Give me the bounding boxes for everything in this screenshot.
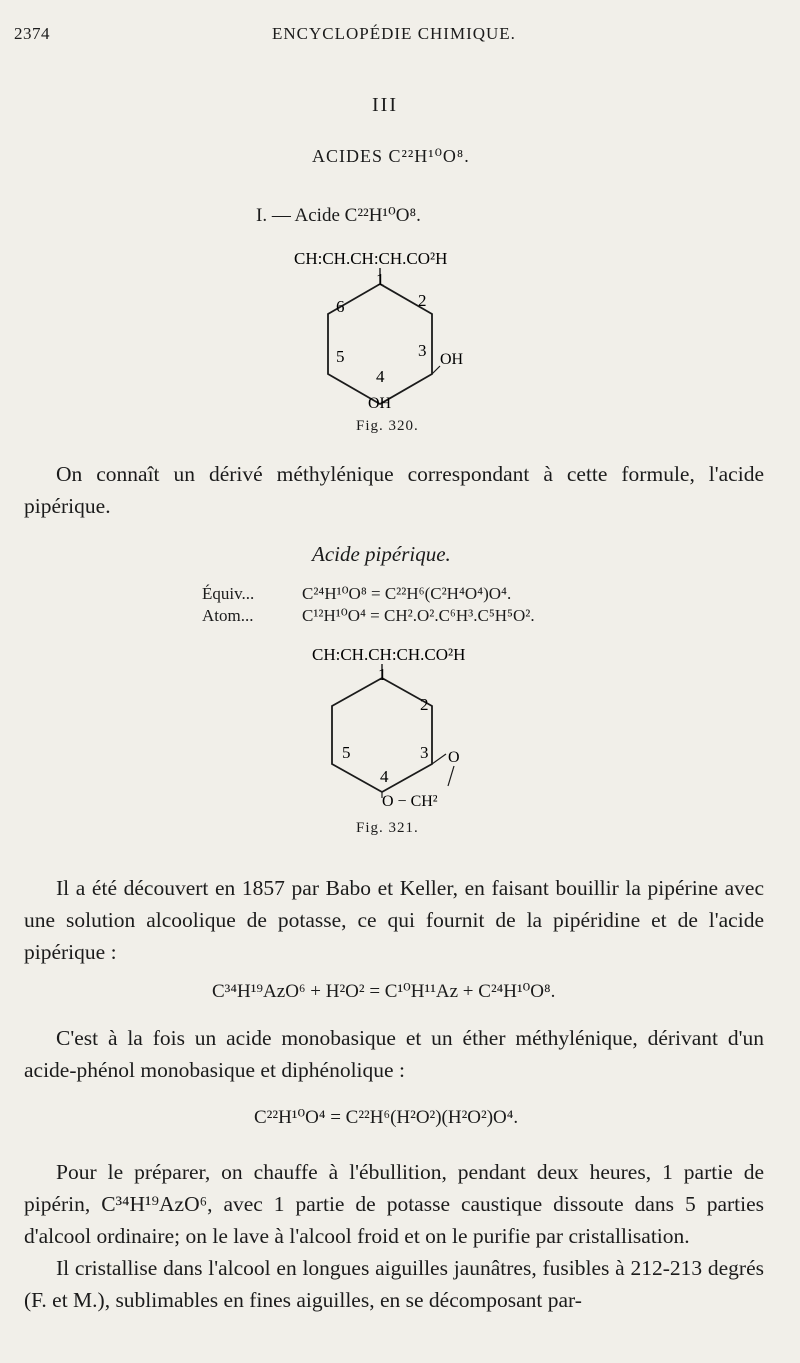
figure-320-structure bbox=[280, 240, 540, 440]
equiv-formula: C²⁴H¹⁰O⁸ = C²²H⁶(C²H⁴O⁴)O⁴. bbox=[302, 584, 512, 603]
fig321-pos-3: 3 bbox=[420, 743, 429, 762]
fig320-oh-4: OH bbox=[368, 395, 392, 412]
acid-heading: I. — Acide C²²H¹⁰O⁸. bbox=[256, 205, 421, 226]
fig320-pos-1: 1 bbox=[376, 270, 385, 289]
preparation-paragraph: Pour le préparer, on chauffe à l'ébullition, pendant deux heures, 1 partie de pipérin, C³⁴H¹⁹AzO⁶, avec 1 partie de potasse caustique dissoute dans 5 parties d'alcool ordinaire; on le lave à l'alcool froid et on le purifie par cristallisation. bbox=[24, 1160, 764, 1248]
intro-paragraph: On connaît un dérivé méthylénique correspondant à cette formule, l'acide pipérique. bbox=[24, 462, 764, 518]
formula-line: C²²H¹⁰O⁴ = C²²H⁶(H²O²)(H²O²)O⁴. bbox=[254, 1107, 519, 1128]
atom-label: Atom... bbox=[202, 606, 254, 625]
fig321-bridge: O − CH² bbox=[382, 793, 438, 810]
equiv-row bbox=[202, 584, 511, 604]
fig321-caption: Fig. 321. bbox=[356, 820, 419, 836]
fig320-pos-2: 2 bbox=[418, 291, 427, 310]
fig321-oxygen: O bbox=[448, 749, 460, 766]
atom-formula: C¹²H¹⁰O⁴ = CH².O².C⁶H³.C⁵H⁵O². bbox=[302, 606, 535, 625]
section-title: ACIDES C²²H¹⁰O⁸. bbox=[312, 146, 470, 166]
fig320-pos-6: 6 bbox=[336, 297, 345, 316]
fig321-pos-4: 4 bbox=[380, 767, 389, 786]
fig320-caption: Fig. 320. bbox=[356, 418, 419, 434]
figure-321-structure bbox=[296, 636, 536, 824]
fig320-pos-4: 4 bbox=[376, 367, 385, 386]
fig321-chain: CH:CH.CH:CH.CO²H bbox=[312, 645, 466, 664]
discovery-paragraph: Il a été découvert en 1857 par Babo et Keller, en faisant bouillir la pipérine avec une solution alcoolique de potasse, ce qui fournit de la pipéridine et de l'acide pipérique : bbox=[24, 876, 764, 964]
nature-paragraph: C'est à la fois un acide monobasique et un éther méthylénique, dérivant d'un acide-phénol monobasique et diphénolique : bbox=[24, 1026, 764, 1082]
page-number: 2374 bbox=[14, 24, 50, 43]
running-title: ENCYCLOPÉDIE CHIMIQUE. bbox=[272, 24, 516, 43]
equiv-label: Équiv... bbox=[202, 584, 255, 603]
section-number: III bbox=[372, 94, 398, 116]
piperic-title: Acide pipérique. bbox=[312, 542, 451, 566]
fig320-chain: CH:CH.CH:CH.CO²H bbox=[294, 249, 448, 268]
fig320-pos-5: 5 bbox=[336, 347, 345, 366]
fig320-oh-3: OH bbox=[440, 351, 464, 368]
fig321-pos-2: 2 bbox=[420, 695, 429, 714]
fig321-pos-1: 1 bbox=[378, 665, 387, 684]
atom-row bbox=[202, 606, 535, 626]
fig320-pos-3: 3 bbox=[418, 341, 427, 360]
reaction-equation: C³⁴H¹⁹AzO⁶ + H²O² = C¹⁰H¹¹Az + C²⁴H¹⁰O⁸. bbox=[212, 981, 556, 1002]
fig321-pos-5: 5 bbox=[342, 743, 351, 762]
crystallisation-paragraph: Il cristallise dans l'alcool en longues aiguilles jaunâtres, fusibles à 212-213 degrés (F. et M.), sublimables en fines aiguilles, en se décomposant par- bbox=[24, 1256, 764, 1312]
